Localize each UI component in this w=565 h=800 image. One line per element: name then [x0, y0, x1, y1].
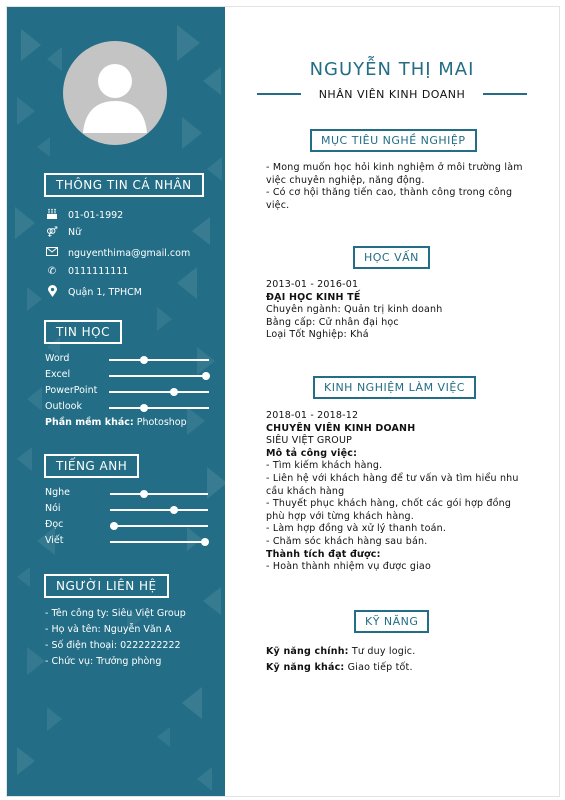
- skill-bar: [109, 391, 209, 393]
- decorative-triangle: [27, 387, 42, 411]
- reference-company: - Tên công ty: Siêu Việt Group: [45, 608, 186, 619]
- decorative-triangle: [47, 707, 62, 731]
- skill-bar: [109, 407, 209, 409]
- skill-level-knob: [202, 372, 210, 380]
- skill-bar: [110, 493, 208, 495]
- skill-bar: [110, 541, 208, 543]
- address-row: [45, 285, 142, 300]
- decorative-triangle: [27, 647, 45, 675]
- experience-company: SIÊU VIỆT GROUP: [266, 435, 353, 447]
- decorative-triangle: [27, 287, 42, 311]
- objective-line: việc chuyên nghiệp, năng động.: [266, 174, 425, 186]
- english-heading: TIẾNG ANH: [44, 454, 139, 478]
- main-skill-row: [266, 644, 551, 660]
- skill-name: Viết: [45, 535, 64, 546]
- experience-desc-line: - Chăm sóc khách hàng sau bán.: [266, 535, 428, 547]
- birthday-row: [45, 208, 123, 223]
- objective-text: [266, 162, 551, 212]
- avatar: [63, 41, 167, 145]
- decorative-triangle: [182, 687, 202, 719]
- decorative-triangle: [207, 467, 225, 499]
- objective-line: việc.: [266, 199, 290, 211]
- decorative-triangle: [192, 217, 210, 245]
- decorative-triangle: [157, 727, 170, 747]
- main-skill-label: Kỹ năng chính:: [266, 646, 349, 657]
- gender-text: Nữ: [68, 227, 82, 238]
- experience-desc-line: - Làm hợp đồng và xử lý thanh toán.: [266, 523, 447, 535]
- envelope-icon: [45, 247, 59, 259]
- skill-name: Word: [45, 353, 70, 364]
- skill-level-knob: [140, 404, 148, 412]
- decorative-triangle: [187, 527, 202, 551]
- objective-line: - Mong muốn học hỏi kinh nghiệm ở môi trường làm: [266, 162, 523, 173]
- user-silhouette-icon: [63, 41, 167, 145]
- decorative-triangle: [17, 567, 30, 587]
- skills-heading: KỸ NĂNG: [354, 610, 429, 633]
- skill-level-knob: [110, 522, 118, 530]
- experience-desc-line: cầu khách hàng: [266, 485, 345, 497]
- decorative-triangle: [21, 29, 41, 61]
- experience-desc-line: - Thuyết phục khách hàng, chốt các gói hợp đồng: [266, 498, 512, 510]
- decorative-triangle: [197, 767, 212, 791]
- phone-row: [45, 266, 128, 277]
- objective-heading: MỤC TIÊU NGHỀ NGHIỆP: [310, 129, 477, 152]
- birthday-text: 01-01-1992: [68, 210, 124, 221]
- other-software-row: [45, 417, 187, 428]
- phone-icon: ✆: [47, 266, 57, 277]
- skill-level-knob: [140, 356, 148, 364]
- skill-name: Outlook: [45, 401, 82, 412]
- skill-bar: [109, 359, 209, 361]
- decorative-triangle: [182, 117, 202, 149]
- decorative-triangle: [17, 447, 32, 471]
- other-software-label: Phần mềm khác:: [45, 417, 134, 428]
- experience-desc-line: - Tìm kiếm khách hàng.: [266, 460, 383, 472]
- gender-icon: ⚤: [46, 227, 58, 238]
- other-skill-value: Giao tiếp tốt.: [347, 662, 413, 673]
- decorative-triangle: [203, 587, 221, 615]
- decorative-triangle: [47, 47, 62, 71]
- experience-desc-line: phù hợp với từng khách hàng.: [266, 510, 415, 522]
- main-skill-value: Tư duy logic.: [351, 646, 416, 657]
- experience-achieve-line: - Hoàn thành nhiệm vụ được giao: [266, 561, 431, 573]
- education-school: ĐẠI HỌC KINH TẾ: [266, 291, 361, 303]
- other-skill-label: Kỹ năng khác:: [266, 662, 345, 673]
- skill-bar: [110, 525, 208, 527]
- skill-name: Nói: [45, 503, 61, 514]
- decorative-triangle: [207, 157, 222, 181]
- skill-level-knob: [201, 538, 209, 546]
- experience-period: 2018-01 - 2018-12: [266, 410, 359, 421]
- personal-info-heading: THÔNG TIN CÁ NHÂN: [44, 173, 204, 197]
- resume-page: [6, 6, 560, 797]
- education-major: Chuyên ngành: Quản trị kinh doanh: [266, 304, 443, 316]
- decorative-triangle: [15, 207, 35, 239]
- skills-text: [266, 644, 551, 676]
- skill-level-knob: [170, 388, 178, 396]
- skill-level-knob: [140, 490, 148, 498]
- decorative-triangle: [17, 97, 35, 125]
- decorative-triangle: [157, 307, 172, 331]
- skill-bar: [110, 509, 208, 511]
- decorative-triangle: [37, 137, 50, 157]
- decorative-triangle: [177, 25, 200, 61]
- education-period: 2013-01 - 2016-01: [266, 279, 359, 290]
- experience-desc-line: - Liên hệ với khách hàng để tư vấn và tìm hiểu nhu: [266, 472, 519, 484]
- map-pin-icon: [45, 285, 59, 300]
- skill-name: Đọc: [45, 519, 64, 530]
- job-title: NHÂN VIÊN KINH DOANH: [318, 88, 466, 101]
- cake-icon: [45, 208, 59, 223]
- address-text: Quận 1, TPHCM: [68, 287, 142, 298]
- education-heading: HỌC VẤN: [353, 246, 430, 269]
- experience-desc-label: Mô tả công việc:: [266, 447, 358, 459]
- skill-level-knob: [170, 506, 178, 514]
- candidate-name: NGUYỄN THỊ MAI: [309, 59, 475, 80]
- skill-name: Nghe: [45, 487, 71, 498]
- gender-row: [45, 227, 81, 238]
- other-software-value: Photoshop: [136, 417, 187, 428]
- reference-phone: - Số điện thoại: 0222222222: [45, 640, 181, 651]
- experience-achieve-label: Thành tích đạt được:: [266, 548, 381, 560]
- experience-heading: KINH NGHIỆM LÀM VIỆC: [313, 376, 476, 399]
- reference-heading: NGƯỜI LIÊN HỆ: [44, 574, 169, 598]
- email-row: [45, 247, 190, 259]
- email-text: nguyenthima@gmail.com: [68, 247, 191, 259]
- reference-position: - Chức vụ: Trưởng phòng: [45, 656, 162, 667]
- skill-name: PowerPoint: [45, 385, 98, 396]
- sidebar: [7, 7, 225, 796]
- phone-text: 0111111111: [68, 266, 129, 277]
- decorative-triangle: [197, 347, 215, 375]
- skill-name: Excel: [45, 369, 71, 380]
- decorative-triangle: [177, 267, 197, 299]
- decorative-triangle: [203, 67, 221, 95]
- reference-name: - Họ và tên: Nguyễn Văn A: [45, 624, 172, 635]
- decorative-triangle: [187, 407, 205, 435]
- other-skill-row: [266, 660, 551, 676]
- education-text: [266, 279, 551, 342]
- it-heading: TIN HỌC: [44, 320, 122, 344]
- skill-bar: [109, 375, 209, 377]
- decorative-triangle: [17, 747, 35, 775]
- education-grade: Loại Tốt Nghiệp: Khá: [266, 329, 369, 341]
- objective-line: - Có cơ hội thăng tiến cao, thành công trong công: [266, 187, 513, 199]
- experience-position: CHUYÊN VIÊN KINH DOANH: [266, 422, 416, 434]
- experience-text: [266, 410, 551, 574]
- education-degree: Bằng cấp: Cử nhân đại học: [266, 316, 399, 328]
